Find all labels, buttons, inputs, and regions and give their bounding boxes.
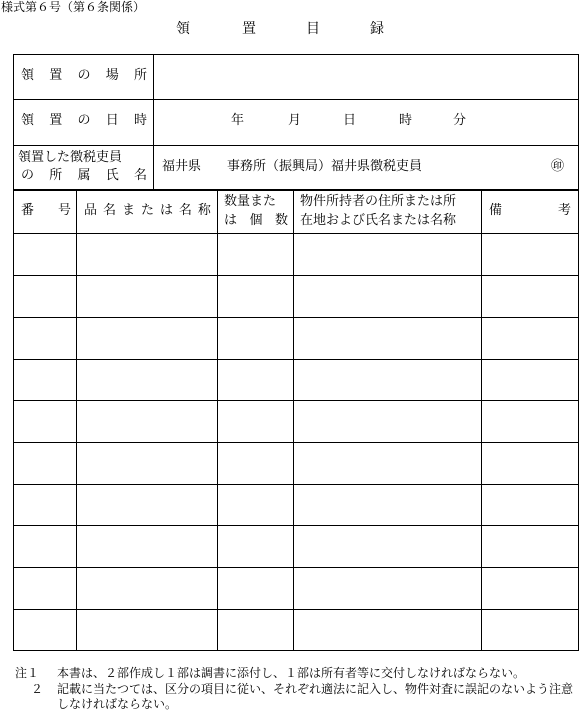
column-divider — [293, 190, 294, 651]
header-row-line — [13, 145, 579, 146]
column-header-owner-line1: 物件所持者の住所または所 — [300, 194, 457, 209]
table-header-line — [13, 233, 579, 234]
title-char: 置 — [242, 21, 256, 37]
row-line — [13, 484, 579, 485]
row-line — [13, 317, 579, 318]
seal-mark-icon: ㊞ — [551, 159, 565, 174]
official-label-line2: の 所 属 氏 名 — [21, 168, 147, 183]
official-value[interactable]: 福井県 事務所（振興局）福井県徴税吏員 — [162, 159, 423, 174]
title-char: 録 — [370, 21, 384, 37]
header-divider — [153, 54, 154, 190]
document-title — [0, 20, 579, 38]
column-header-remarks: 備 考 — [489, 203, 571, 218]
column-header-name: 品 名 ま た は 名 称 — [84, 203, 211, 218]
datetime-label: 領 置 の 日 時 — [21, 113, 147, 128]
title-char: 領 — [176, 21, 190, 37]
column-divider — [76, 190, 77, 651]
year-unit: 年 — [231, 113, 245, 128]
official-label-line1: 領置した徴税吏員 — [18, 150, 123, 165]
title-char: 目 — [306, 21, 320, 37]
row-line — [13, 359, 579, 360]
column-divider — [217, 190, 218, 651]
header-row-line — [13, 99, 579, 100]
row-line — [13, 609, 579, 610]
column-header-quantity-line2: は 個 数 — [224, 213, 288, 228]
day-unit: 日 — [343, 113, 357, 128]
row-line — [13, 275, 579, 276]
column-header-number: 番 号 — [21, 203, 71, 218]
items-table — [13, 190, 579, 651]
column-header-quantity-line1: 数量また — [224, 194, 277, 209]
note-number: 注１ — [15, 666, 40, 680]
notes-section — [15, 666, 575, 713]
row-line — [13, 400, 579, 401]
minute-unit: 分 — [453, 113, 467, 128]
note-text: 本書は、２部作成し１部は調書に添付し、１部は所有者等に交付しなければならない。 — [57, 666, 526, 680]
hour-unit: 時 — [399, 113, 413, 128]
row-line — [13, 567, 579, 568]
form-number-label: 様式第６号（第６条関係） — [1, 0, 146, 14]
month-unit: 月 — [288, 113, 302, 128]
note-item — [15, 666, 575, 681]
place-label: 領 置 の 場 所 — [21, 68, 147, 83]
column-divider — [481, 190, 482, 651]
column-header-owner-line2: 在地および氏名または名称 — [300, 213, 457, 228]
note-text: 記載に当たつては、区分の項目に従い、それぞれ適法に記入し、物件対査に誤記のないよう注意しなければならない。 — [57, 682, 574, 711]
row-line — [13, 442, 579, 443]
note-number: ２ — [31, 682, 44, 696]
row-line — [13, 525, 579, 526]
note-item — [15, 682, 575, 712]
